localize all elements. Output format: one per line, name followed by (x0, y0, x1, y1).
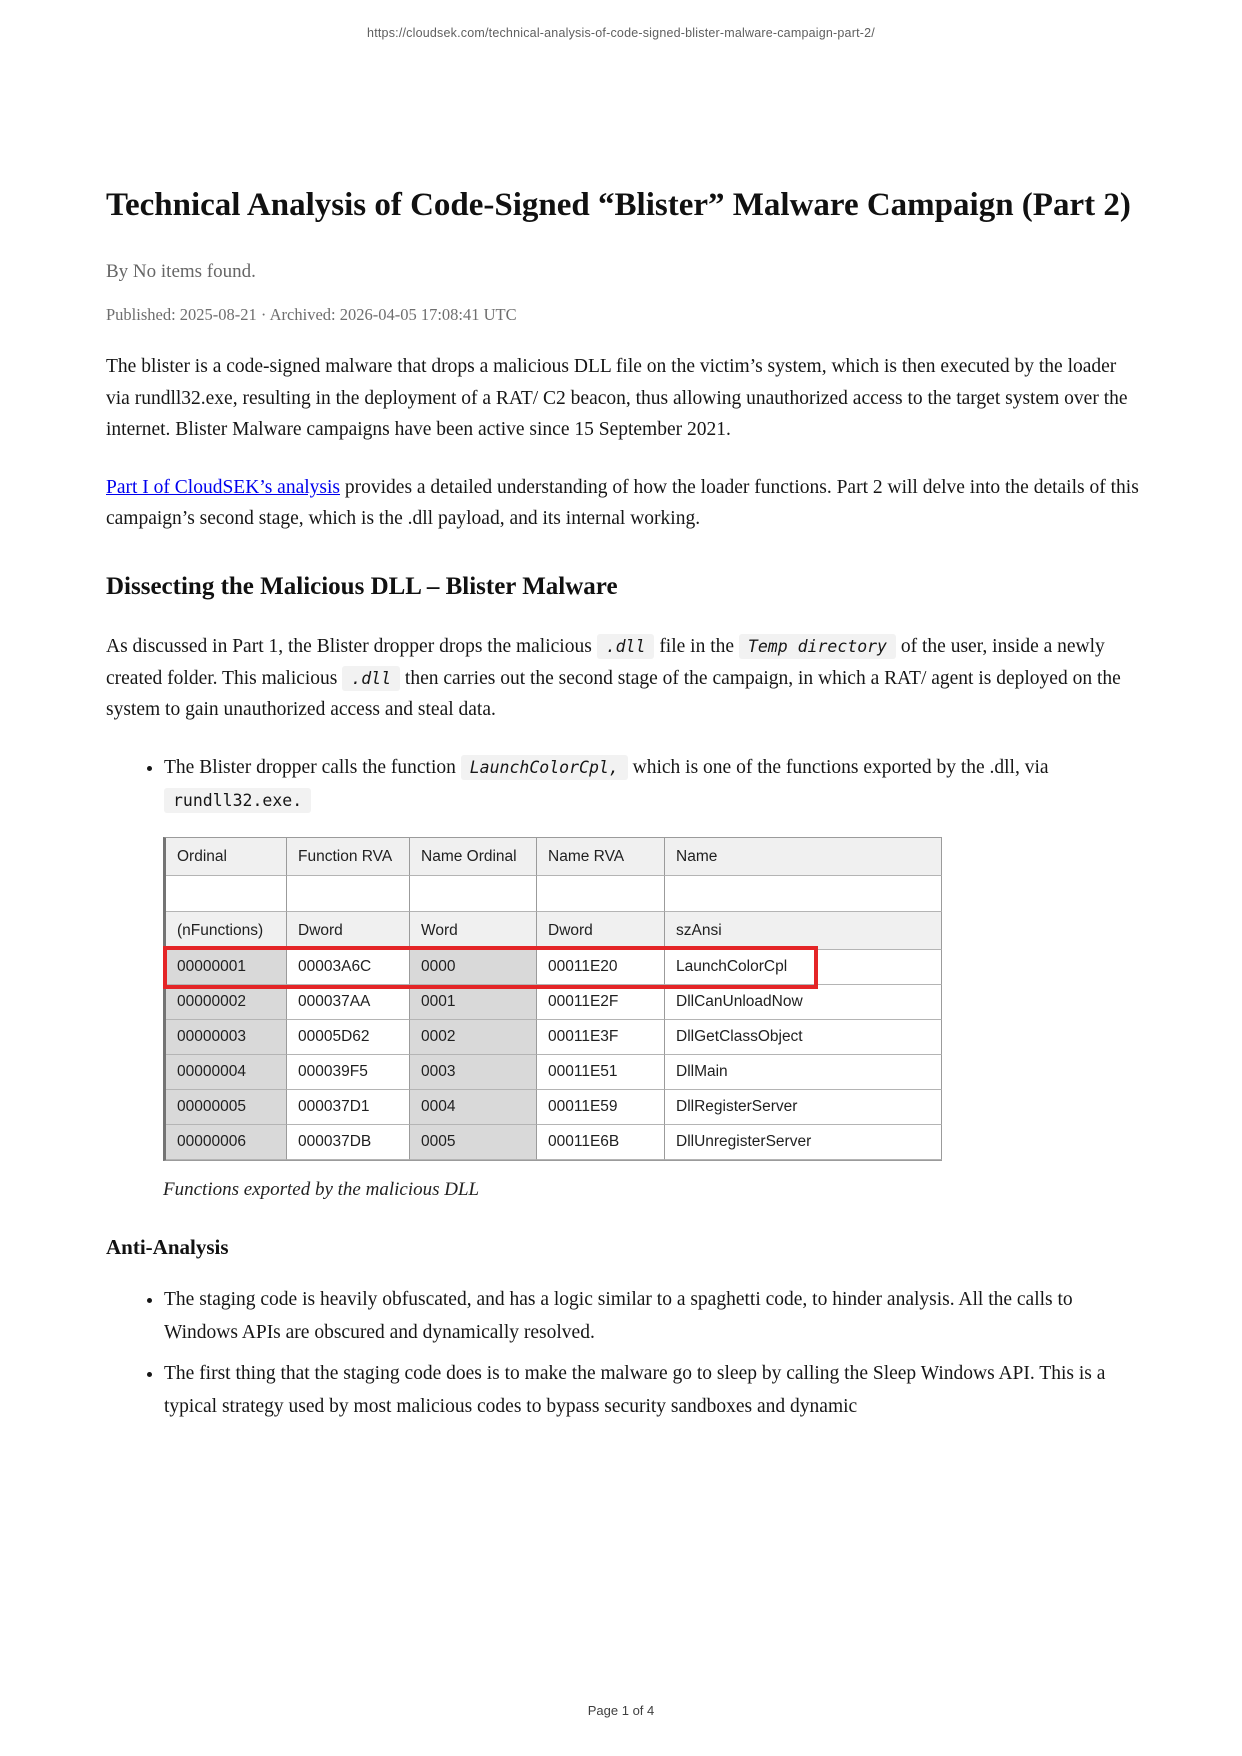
inline-code-temp-directory: Temp directory (739, 634, 896, 659)
table-cell (665, 876, 942, 912)
anti-analysis-bullet-list (106, 1284, 1142, 1423)
table-caption: Functions exported by the malicious DLL (163, 1179, 480, 1201)
table-type-row (166, 912, 942, 950)
table-cell: 00000005 (166, 1090, 287, 1125)
part1-paragraph (106, 472, 1142, 535)
dll-paragraph-text: then carries out the second stage of the campaign, in which a RAT/ agent is deployed on the system to gain unauthorized access and steal data. (106, 667, 1121, 721)
table-cell (410, 876, 537, 912)
page-footer: Page 1 of 4 (587, 1703, 655, 1718)
table-cell: 00011E3F (537, 1020, 665, 1055)
inline-code-launchcolorcpl: LaunchColorCpl, (461, 755, 628, 780)
table-cell (166, 876, 287, 912)
table-cell: 00000006 (166, 1125, 287, 1160)
table-cell: 00000002 (166, 985, 287, 1020)
table-cell: 00003A6C (287, 950, 410, 985)
export-table-screenshot (163, 837, 942, 1161)
table-row (166, 1090, 942, 1125)
table-cell: 000037D1 (287, 1090, 410, 1125)
table-row (166, 1020, 942, 1055)
table-header-cell: Name (665, 838, 942, 876)
table-cell: 0005 (410, 1125, 537, 1160)
intro-paragraph: The blister is a code-signed malware that drops a malicious DLL file on the victim’s system, which is then executed by the loader via rundll32.exe, resulting in the deployment of a RAT/ C2 beacon, thus allowing unauthorized access to the target system over the internet. Blister Malware campaigns have been active since 15 September 2021. (106, 356, 1128, 441)
list-item-text: which is one of the functions exported by the .dll, via (627, 756, 1049, 778)
table-cell: 0003 (410, 1055, 537, 1090)
table-cell: 000037AA (287, 985, 410, 1020)
table-type-cell: (nFunctions) (166, 912, 287, 950)
print-header-url: https://cloudsek.com/technical-analysis-of-code-signed-blister-malware-campaign-part-2/ (367, 26, 875, 40)
table-cell: LaunchColorCpl (665, 950, 942, 985)
list-item: • The first thing that the staging code does is to make the malware go to sleep by calling the Sleep Windows API. This is a typical strategy used by most malicious codes to bypass security sandboxes and dynamic (164, 1358, 1142, 1424)
table-row (166, 1055, 942, 1090)
table-cell (287, 876, 410, 912)
inline-code-rundll32: rundll32.exe. (164, 788, 311, 813)
list-item-text: The Blister dropper calls the function (164, 756, 461, 778)
table-cell: 0002 (410, 1020, 537, 1055)
table-type-cell: Dword (287, 912, 410, 950)
inline-code-dll: .dll (342, 666, 400, 691)
table-cell: 00000003 (166, 1020, 287, 1055)
table-row (166, 950, 942, 985)
section-heading-dissecting: Dissecting the Malicious DLL – Blister Malware (106, 573, 618, 601)
table-cell: 00011E20 (537, 950, 665, 985)
table-cell: 0004 (410, 1090, 537, 1125)
table-cell (537, 876, 665, 912)
table-cell: DllMain (665, 1055, 942, 1090)
table-cell: DllUnregisterServer (665, 1125, 942, 1160)
table-cell: 00011E59 (537, 1090, 665, 1125)
table-type-cell: Dword (537, 912, 665, 950)
table-cell: 000039F5 (287, 1055, 410, 1090)
published-meta: Published: 2025-08-21 · Archived: 2026-04-05 17:08:41 UTC (106, 305, 517, 325)
article-title: Technical Analysis of Code-Signed “Blister” Malware Campaign (Part 2) (106, 187, 1131, 223)
table-type-cell: szAnsi (665, 912, 942, 950)
part1-paragraph-text: provides a detailed understanding of how the loader functions. Part 2 will delve into the details of this campaign’s second stage, which is the .dll payload, and its internal working. (106, 476, 1139, 530)
dll-paragraph (106, 631, 1142, 726)
table-cell: DllGetClassObject (665, 1020, 942, 1055)
part1-analysis-link[interactable]: Part I of CloudSEK’s analysis (106, 476, 340, 498)
table-cell: 0001 (410, 985, 537, 1020)
table-row (166, 1125, 942, 1160)
table-cell: 00011E6B (537, 1125, 665, 1160)
table-header-row (166, 838, 942, 876)
table-header-cell: Name Ordinal (410, 838, 537, 876)
dll-paragraph-text: of the user, inside a newly created folder. This malicious (106, 636, 1105, 689)
table-empty-row (166, 876, 942, 912)
list-item (164, 752, 1142, 818)
dll-paragraph-text: file in the (654, 636, 739, 658)
byline: By No items found. (106, 261, 256, 283)
table-cell: 00000004 (166, 1055, 287, 1090)
table-cell: DllRegisterServer (665, 1090, 942, 1125)
table-header-cell: Function RVA (287, 838, 410, 876)
table-cell: 00005D62 (287, 1020, 410, 1055)
dll-paragraph-text: As discussed in Part 1, the Blister dropper drops the malicious (106, 636, 597, 658)
table-header-cell: Ordinal (166, 838, 287, 876)
table-cell: 000037DB (287, 1125, 410, 1160)
table-cell: 00011E51 (537, 1055, 665, 1090)
list-item: • The staging code is heavily obfuscated, and has a logic similar to a spaghetti code, to hinder analysis. All the calls to Windows APIs are obscured and dynamically resolved. (164, 1284, 1142, 1350)
table-cell: 0000 (410, 950, 537, 985)
table-cell: 00000001 (166, 950, 287, 985)
anti-analysis-heading: Anti-Analysis (106, 1235, 229, 1260)
table-header-cell: Name RVA (537, 838, 665, 876)
table-type-cell: Word (410, 912, 537, 950)
dropper-bullet-list (106, 752, 1142, 818)
table-cell: 00011E2F (537, 985, 665, 1020)
table-cell: DllCanUnloadNow (665, 985, 942, 1020)
inline-code-dll: .dll (597, 634, 655, 659)
table-row (166, 985, 942, 1020)
